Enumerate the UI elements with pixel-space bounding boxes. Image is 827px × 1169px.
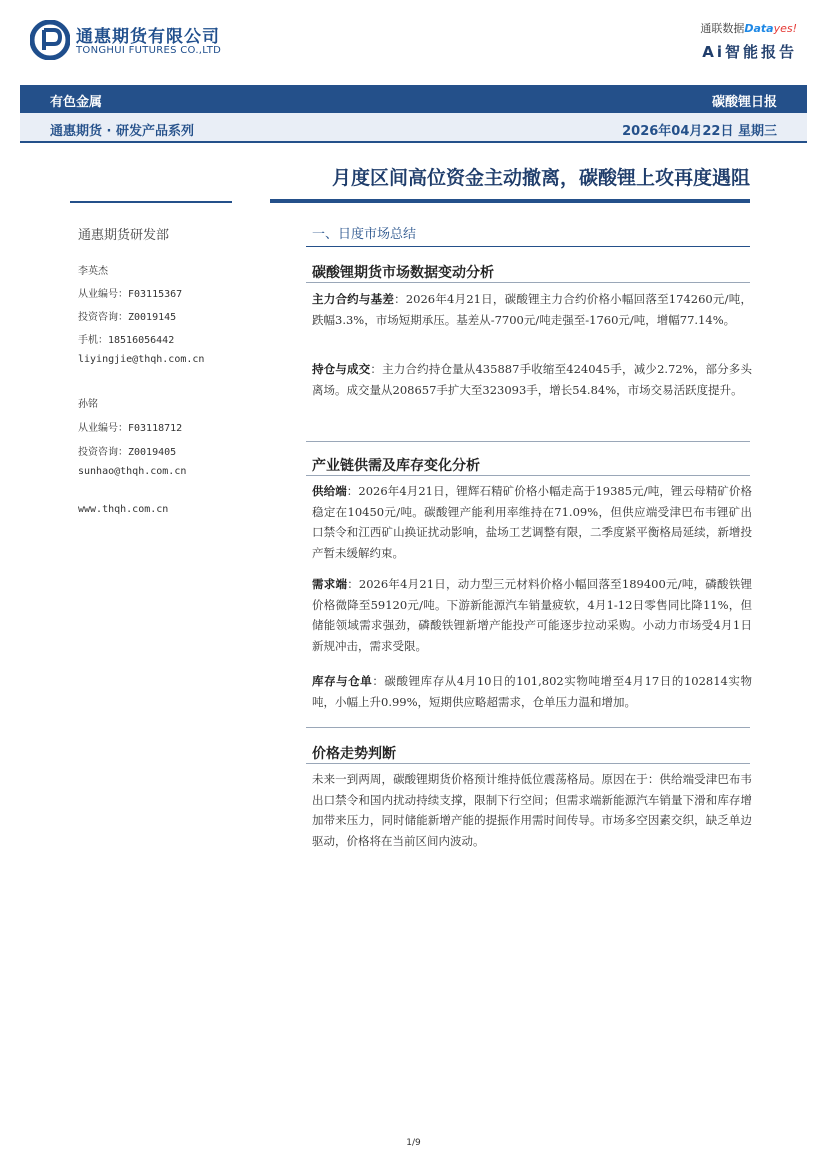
- paragraph-inventory: [312, 671, 752, 712]
- series-label: 通惠期货 · 研发产品系列: [50, 124, 194, 139]
- company-name-en: TONGHUI FUTURES CO.,LTD: [76, 45, 222, 56]
- datayes-suffix: yes!: [773, 22, 797, 35]
- report-type-label: 碳酸锂日报: [711, 95, 777, 110]
- paragraph-label: 需求端: [312, 577, 348, 591]
- category-label: 有色金属: [50, 95, 103, 110]
- analyst-consult: 投资咨询：Z0019405: [78, 447, 177, 458]
- paragraph-contract-basis: [312, 289, 752, 330]
- heading-price-outlook: 价格走势判断: [312, 746, 396, 762]
- heading-divider: [306, 282, 750, 283]
- sidebar-divider: [70, 201, 232, 203]
- website-link[interactable]: www.thqh.com.cn: [78, 504, 169, 515]
- paragraph-supply: [312, 481, 752, 563]
- tonghui-logo-icon: [30, 20, 70, 60]
- paragraph-demand: [312, 574, 752, 656]
- heading-futures-data: 碳酸锂期货市场数据变动分析: [312, 265, 494, 281]
- report-date: 2026年04月22日 星期三: [622, 124, 777, 139]
- heading-divider: [306, 475, 750, 476]
- analyst-license: 从业编号：F03118712: [78, 423, 183, 434]
- paragraph-label: 主力合约与基差: [312, 292, 395, 306]
- analyst-email-link[interactable]: liyingjie@thqh.com.cn: [78, 354, 205, 365]
- department-name: 通惠期货研发部: [78, 228, 170, 243]
- page-number: 1/9: [406, 1138, 421, 1148]
- paragraph-label: 持仓与成交: [312, 362, 371, 376]
- ai-report-label: Ai智能报告: [702, 43, 797, 61]
- paragraph-label: 库存与仓单: [312, 674, 373, 688]
- paragraph-text: ：2026年4月21日，锂辉石精矿价格小幅走高于19385元/吨，锂云母精矿价格稳定在10450元/吨。碳酸锂产能利用率维持在71.09%，但供应端受津巴布韦锂矿出口禁令和江西矿山换证扰动影响，盐场工艺调整有限，二季度紧平衡格局延续，新增投产暂未缓解约束。: [312, 484, 753, 560]
- block-divider: [306, 441, 750, 442]
- paragraph-text: ：2026年4月21日，动力型三元材料价格小幅回落至189400元/吨，磷酸铁锂价格微降至59120元/吨。下游新能源汽车销量疲软，4月1-12日零售同比降11%，但储能领域需求强劲，磷酸铁锂新增产能投产可能逐步拉动采购。小动力市场受4月1日新规冲击，需求受限。: [312, 577, 752, 653]
- paragraph-label: 供给端: [312, 484, 347, 498]
- company-name-cn: 通惠期货有限公司: [76, 27, 220, 47]
- datayes-logo: [700, 20, 797, 36]
- heading-supply-demand: 产业链供需及库存变化分析: [312, 458, 480, 474]
- analyst-name: 李英杰: [78, 266, 108, 277]
- analyst-name: 孙铭: [78, 399, 98, 410]
- report-title: 月度区间高位资金主动撤离，碳酸锂上攻再度遇阻: [331, 167, 750, 189]
- paragraph-text: ：2026年4月21日，碳酸锂主力合约价格小幅回落至174260元/吨，跌幅3.3%，市场短期承压。基差从-7700元/吨走强至-1760元/吨，增幅77.14%。: [312, 292, 752, 327]
- title-divider: [270, 199, 750, 203]
- paragraph-text: ：碳酸锂库存从4月10日的101,802实物吨增至4月17日的102814实物吨，小幅上升0.99%，短期供应略超需求，仓单压力温和增加。: [312, 674, 752, 709]
- datayes-brand: Data: [744, 22, 774, 35]
- block-divider: [306, 727, 750, 728]
- section-title: 一、日度市场总结: [312, 227, 417, 242]
- heading-divider: [306, 763, 750, 764]
- datayes-prefix: 通联数据: [700, 22, 745, 35]
- paragraph-position-volume: [312, 359, 752, 400]
- section-divider: [306, 246, 750, 247]
- paragraph-text: ：主力合约持仓量从435887手收缩至424045手，减少2.72%，部分多头离场。成交量从208657手扩大至323093手，增长54.84%，市场交易活跃度提升。: [312, 362, 752, 397]
- analyst-phone: 手机：18516056442: [78, 335, 175, 346]
- analyst-consult: 投资咨询：Z0019145: [78, 312, 177, 323]
- analyst-license: 从业编号：F03115367: [78, 289, 183, 300]
- paragraph-outlook: 未来一到两周，碳酸锂期货价格预计维持低位震荡格局。原因在于：供给端受津巴布韦出口禁令和国内扰动持续支撑，限制下行空间；但需求端新能源汽车销量下滑和库存增加带来压力，同时储能新增产能的提振作用需时间传导。市场多空因素交织，缺乏单边驱动，价格将在当前区间内波动。: [312, 772, 752, 848]
- analyst-email-link[interactable]: sunhao@thqh.com.cn: [78, 466, 187, 477]
- series-band: [20, 113, 807, 143]
- category-band: [20, 85, 807, 113]
